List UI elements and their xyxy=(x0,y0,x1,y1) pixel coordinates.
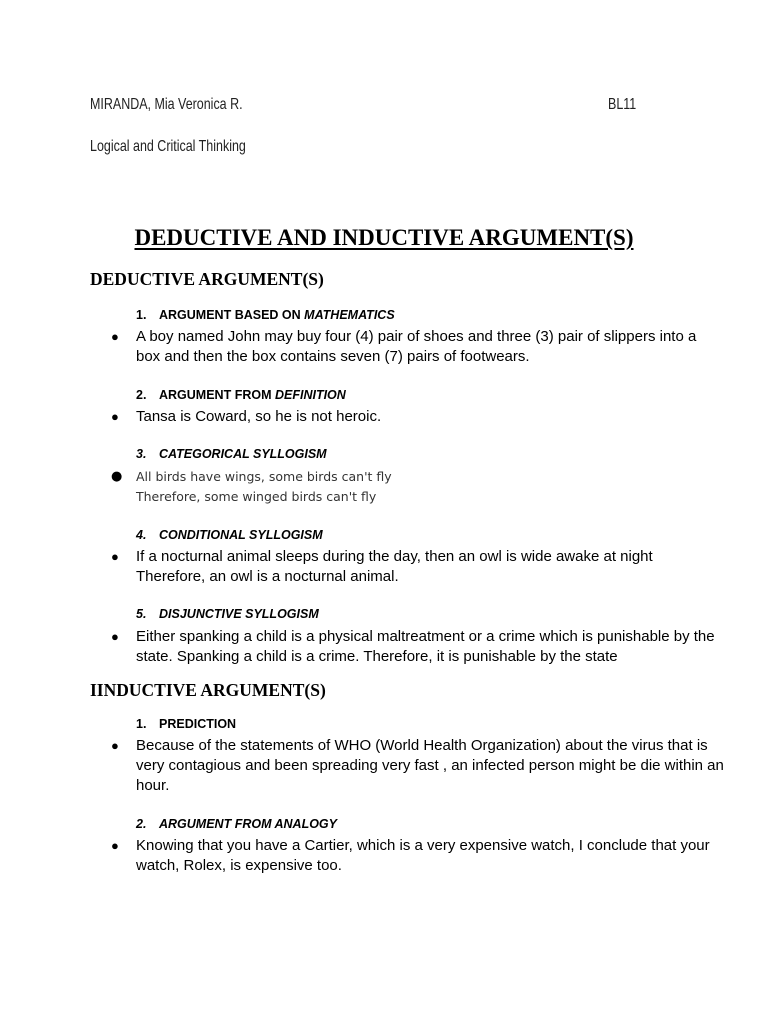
deductive-item-1-text xyxy=(111,327,697,367)
text-line: hour. xyxy=(136,777,170,794)
inductive-item-2-label xyxy=(136,817,337,831)
deductive-item-2-text xyxy=(111,407,382,427)
deductive-item-1-label xyxy=(136,308,395,322)
bullet-icon: ● xyxy=(111,409,119,424)
text-line: Therefore, some winged birds can't fly xyxy=(136,488,377,504)
text-line: Because of the statements of WHO (World Health Organization) about the virus that is xyxy=(136,737,708,754)
item-number: 2. xyxy=(136,388,147,402)
label-text: DISJUNCTIVE SYLLOGISM xyxy=(159,607,319,621)
label-text: CATEGORICAL SYLLOGISM xyxy=(159,447,327,461)
deductive-item-3-text xyxy=(111,467,392,506)
item-number: 4. xyxy=(136,528,147,542)
deductive-item-2-label xyxy=(136,388,346,402)
label-prefix: ARGUMENT FROM xyxy=(159,388,275,402)
label-text: PREDICTION xyxy=(159,717,237,731)
item-number: 2. xyxy=(136,817,147,831)
text-line: If a nocturnal animal sleeps during the day, then an owl is wide awake at night xyxy=(136,548,653,565)
student-name: MIRANDA, Mia Veronica R. xyxy=(90,96,243,113)
label-emphasis: DEFINITION xyxy=(274,388,346,402)
text-line: All birds have wings, some birds can't fly xyxy=(136,469,392,484)
document-title: DEDUCTIVE AND INDUCTIVE ARGUMENT(S) xyxy=(134,225,634,250)
text-line: state. Spanking a child is a crime. Therefore, it is punishable by the state xyxy=(136,648,618,665)
label-text: ARGUMENT FROM ANALOGY xyxy=(159,817,337,831)
item-number: 1. xyxy=(136,308,147,322)
inductive-item-2-text xyxy=(111,836,710,876)
bullet-icon: ● xyxy=(111,738,119,753)
deductive-heading: DEDUCTIVE ARGUMENT(S) xyxy=(90,269,324,289)
deductive-item-4-label xyxy=(136,528,323,542)
bullet-icon: ● xyxy=(111,629,119,644)
text-line: very contagious and been spreading very fast , an infected person might be die within an xyxy=(136,757,724,774)
bullet-icon: ● xyxy=(111,329,119,344)
text-line: Tansa is Coward, so he is not heroic. xyxy=(136,408,382,425)
bullet-icon: ● xyxy=(111,469,123,484)
bullet-icon: ● xyxy=(111,838,119,853)
inductive-item-1-label xyxy=(136,717,236,731)
item-number: 3. xyxy=(136,447,147,461)
text-line: box and then the box contains seven (7) pairs of footwears. xyxy=(136,348,530,365)
deductive-item-4-text xyxy=(111,547,653,587)
text-line: A boy named John may buy four (4) pair of shoes and three (3) pair of slippers into a xyxy=(136,328,697,345)
deductive-item-5-label xyxy=(136,607,319,621)
label-text: CONDITIONAL SYLLOGISM xyxy=(159,528,323,542)
bullet-icon: ● xyxy=(111,549,119,564)
item-number: 5. xyxy=(136,607,147,621)
text-line: Therefore, an owl is a nocturnal animal. xyxy=(136,568,399,585)
label-emphasis: MATHEMATICS xyxy=(304,308,395,322)
text-line: watch, Rolex, is expensive too. xyxy=(136,857,342,874)
inductive-heading: IINDUCTIVE ARGUMENT(S) xyxy=(90,680,326,700)
deductive-item-5-text xyxy=(111,627,715,667)
text-line: Either spanking a child is a physical maltreatment or a crime which is punishable by the xyxy=(136,628,715,645)
deductive-item-3-label xyxy=(136,447,327,461)
inductive-item-1-text xyxy=(111,736,724,796)
label-prefix: ARGUMENT BASED ON xyxy=(159,308,305,322)
section-code: BL11 xyxy=(608,96,637,113)
text-line: Knowing that you have a Cartier, which is a very expensive watch, I conclude that your xyxy=(136,837,710,854)
item-number: 1. xyxy=(136,717,147,731)
course-name: Logical and Critical Thinking xyxy=(90,138,246,155)
